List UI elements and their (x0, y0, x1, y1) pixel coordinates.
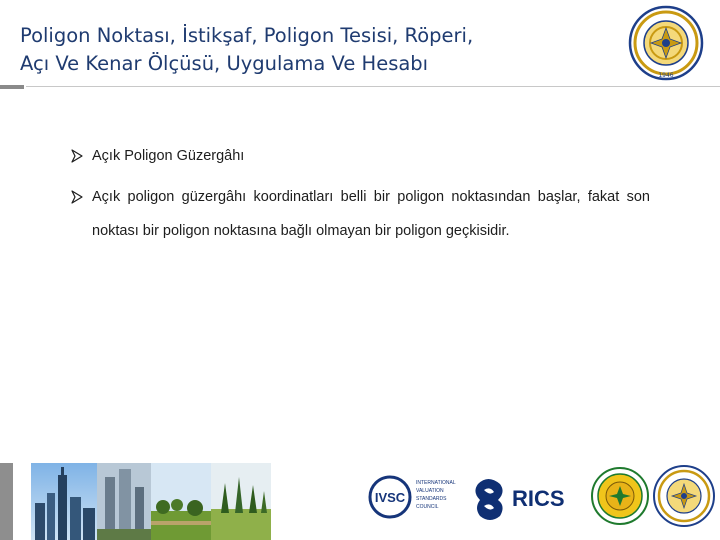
city-skyline-photo (31, 463, 97, 540)
slide-content (70, 143, 650, 248)
arrow-bullet-icon (70, 149, 84, 163)
bullet-item (70, 143, 650, 169)
bullet-item (70, 180, 650, 248)
bullet-text: Açık Poligon Güzergâhı (92, 148, 245, 164)
header-rule-accent (0, 85, 24, 89)
footer-accent-bar (0, 463, 13, 540)
towers-photo (97, 463, 151, 540)
footer-logos (360, 460, 720, 540)
svg-text:VALUATION: VALUATION (416, 488, 444, 494)
svg-text:COUNCIL: COUNCIL (416, 504, 439, 510)
slide-title-line-2: Açı Ve Kenar Ölçüsü, Uygulama Ve Hesabı (20, 52, 429, 75)
svg-text:INTERNATIONAL: INTERNATIONAL (416, 480, 456, 486)
slide-title (20, 22, 580, 78)
slide-title-line-1: Poligon Noktası, İstikşaf, Poligon Tesisi, Röperi, (20, 24, 474, 47)
trees-field-photo (211, 463, 271, 540)
countryside-photo (151, 463, 211, 540)
ankara-university-seal-icon (623, 4, 709, 82)
header-rule (26, 86, 720, 87)
ivsc-logo-icon (370, 477, 456, 517)
svg-text:STANDARDS: STANDARDS (416, 496, 447, 502)
svg-text:1946: 1946 (658, 72, 674, 79)
rics-logo-icon (475, 479, 564, 520)
arrow-bullet-icon (70, 190, 84, 204)
svg-text:IVSC: IVSC (374, 490, 406, 505)
yellow-seal-icon (592, 468, 648, 524)
footer-photo-strip (31, 463, 271, 540)
ankara-university-seal-small-icon (654, 466, 714, 526)
bullet-text: Açık poligon güzergâhı koordinatları belli bir poligon noktasından başlar, fakat son noktası bir poligon noktasına bağlı olmayan bir poligon geçkisidir. (92, 189, 650, 239)
svg-text:RICS: RICS (512, 486, 565, 511)
